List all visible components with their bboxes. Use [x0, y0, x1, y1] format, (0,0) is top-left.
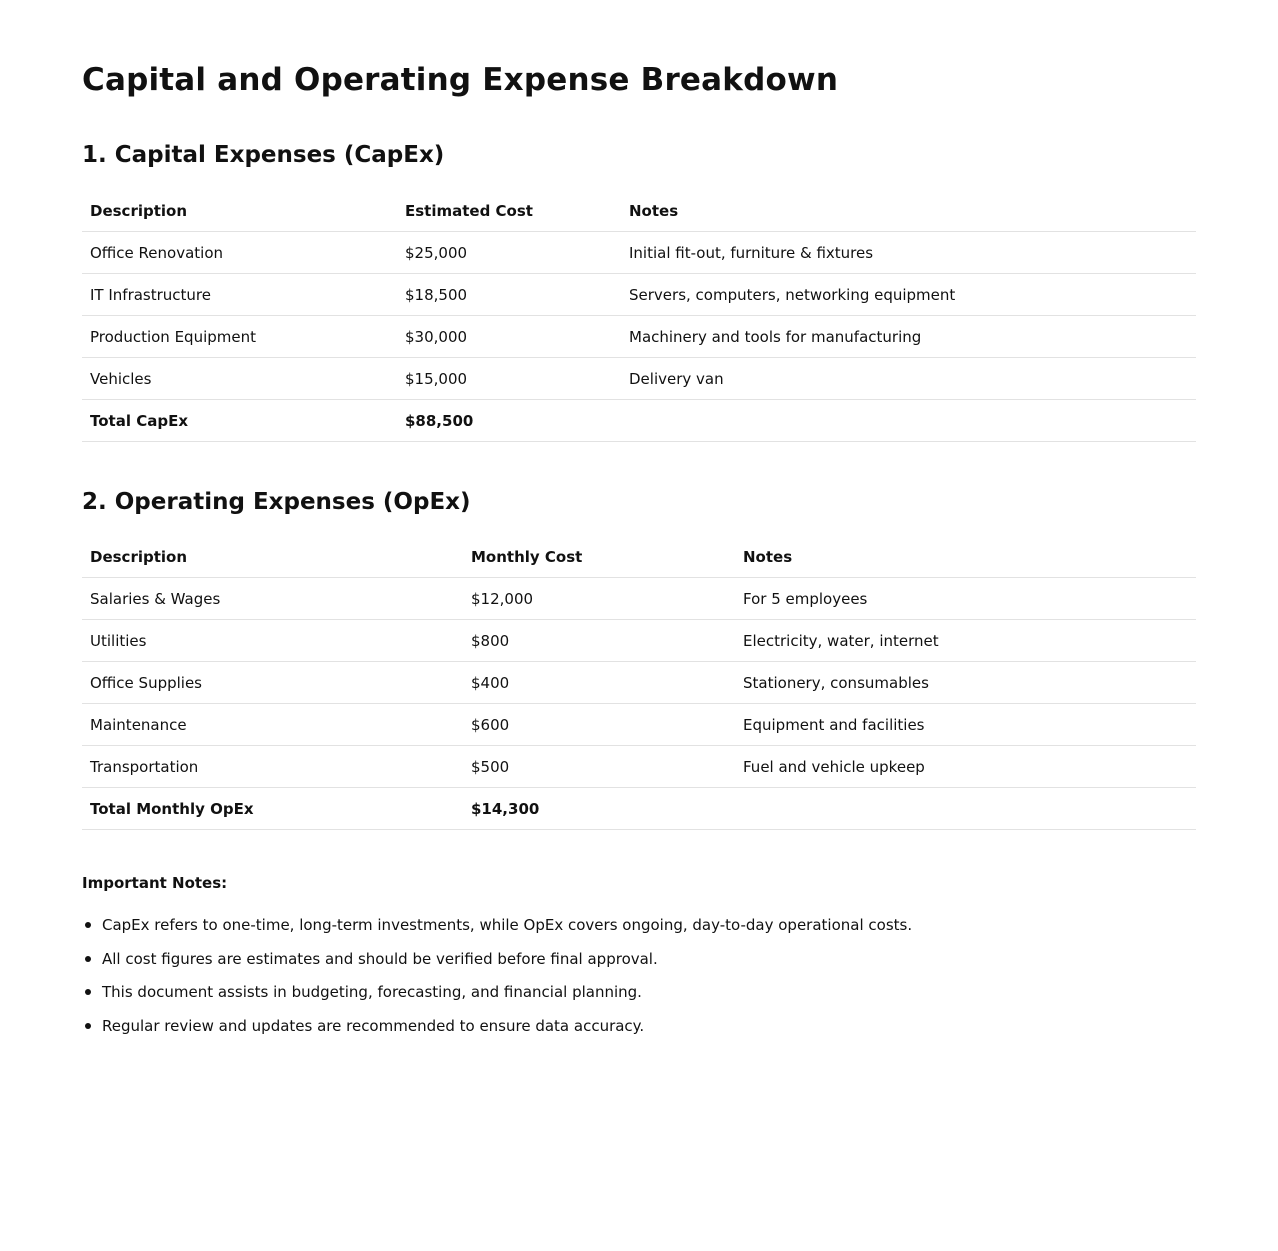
table-row [82, 704, 1196, 746]
row-cost: $30,000 [397, 316, 621, 358]
row-cost: $500 [463, 746, 735, 788]
note-text: This document assists in budgeting, forecasting, and financial planning. [102, 983, 642, 1001]
column-header-estimated-cost: Estimated Cost [397, 190, 621, 232]
table-row [82, 232, 1196, 274]
total-notes [621, 400, 1196, 442]
row-notes: Servers, computers, networking equipment [621, 274, 1196, 316]
column-header-monthly-cost: Monthly Cost [463, 536, 735, 578]
row-cost: $25,000 [397, 232, 621, 274]
total-label: Total Monthly OpEx [82, 788, 463, 830]
capex-section-title: 1. Capital Expenses (CapEx) [82, 142, 445, 168]
row-description: Office Supplies [82, 662, 463, 704]
notes-heading: Important Notes: [82, 874, 228, 892]
row-notes: Stationery, consumables [735, 662, 1196, 704]
note-text: Regular review and updates are recommended to ensure data accuracy. [102, 1016, 645, 1035]
bullet-icon [85, 922, 91, 928]
row-description: Vehicles [82, 358, 397, 400]
row-description: IT Infrastructure [82, 274, 397, 316]
row-cost: $12,000 [463, 578, 735, 620]
bullet-icon [85, 989, 91, 995]
total-row [82, 788, 1196, 830]
row-description: Maintenance [82, 704, 463, 746]
table-row [82, 578, 1196, 620]
total-label: Total CapEx [82, 400, 397, 442]
row-notes: Delivery van [621, 358, 1196, 400]
row-description: Production Equipment [82, 316, 397, 358]
row-notes: Electricity, water, internet [735, 620, 1196, 662]
note-text: All cost figures are estimates and should be verified before final approval. [102, 949, 658, 968]
total-cost: $88,500 [397, 400, 621, 442]
row-cost: $18,500 [397, 274, 621, 316]
table-header-row [82, 536, 1196, 578]
row-cost: $400 [463, 662, 735, 704]
row-notes: Equipment and facilities [735, 704, 1196, 746]
row-notes: Fuel and vehicle upkeep [735, 746, 1196, 788]
row-description: Utilities [82, 620, 463, 662]
list-item [82, 981, 912, 1015]
opex-table [82, 536, 1196, 830]
notes-list [82, 914, 912, 1048]
row-cost: $600 [463, 704, 735, 746]
list-item [82, 948, 912, 982]
row-description: Office Renovation [82, 232, 397, 274]
row-notes: Machinery and tools for manufacturing [621, 316, 1196, 358]
table-row [82, 662, 1196, 704]
list-item [82, 1015, 912, 1049]
bullet-icon [85, 956, 91, 962]
row-cost: $15,000 [397, 358, 621, 400]
column-header-description: Description [82, 190, 397, 232]
table-header-row [82, 190, 1196, 232]
table-row [82, 358, 1196, 400]
opex-section-title: 2. Operating Expenses (OpEx) [82, 489, 471, 515]
row-notes: For 5 employees [735, 578, 1196, 620]
row-description: Transportation [82, 746, 463, 788]
page-title: Capital and Operating Expense Breakdown [82, 62, 839, 98]
row-notes: Initial fit-out, furniture & fixtures [621, 232, 1196, 274]
table-row [82, 620, 1196, 662]
capex-table [82, 190, 1196, 442]
total-notes [735, 788, 1196, 830]
list-item [82, 914, 912, 948]
total-cost: $14,300 [463, 788, 735, 830]
table-row [82, 274, 1196, 316]
table-row [82, 316, 1196, 358]
row-description: Salaries & Wages [82, 578, 463, 620]
row-cost: $800 [463, 620, 735, 662]
table-row [82, 746, 1196, 788]
column-header-notes: Notes [735, 536, 1196, 578]
bullet-icon [85, 1023, 91, 1029]
total-row [82, 400, 1196, 442]
note-text: CapEx refers to one-time, long-term investments, while OpEx covers ongoing, day-to-day operational costs. [102, 916, 913, 934]
column-header-notes: Notes [621, 190, 1196, 232]
column-header-description: Description [82, 536, 463, 578]
